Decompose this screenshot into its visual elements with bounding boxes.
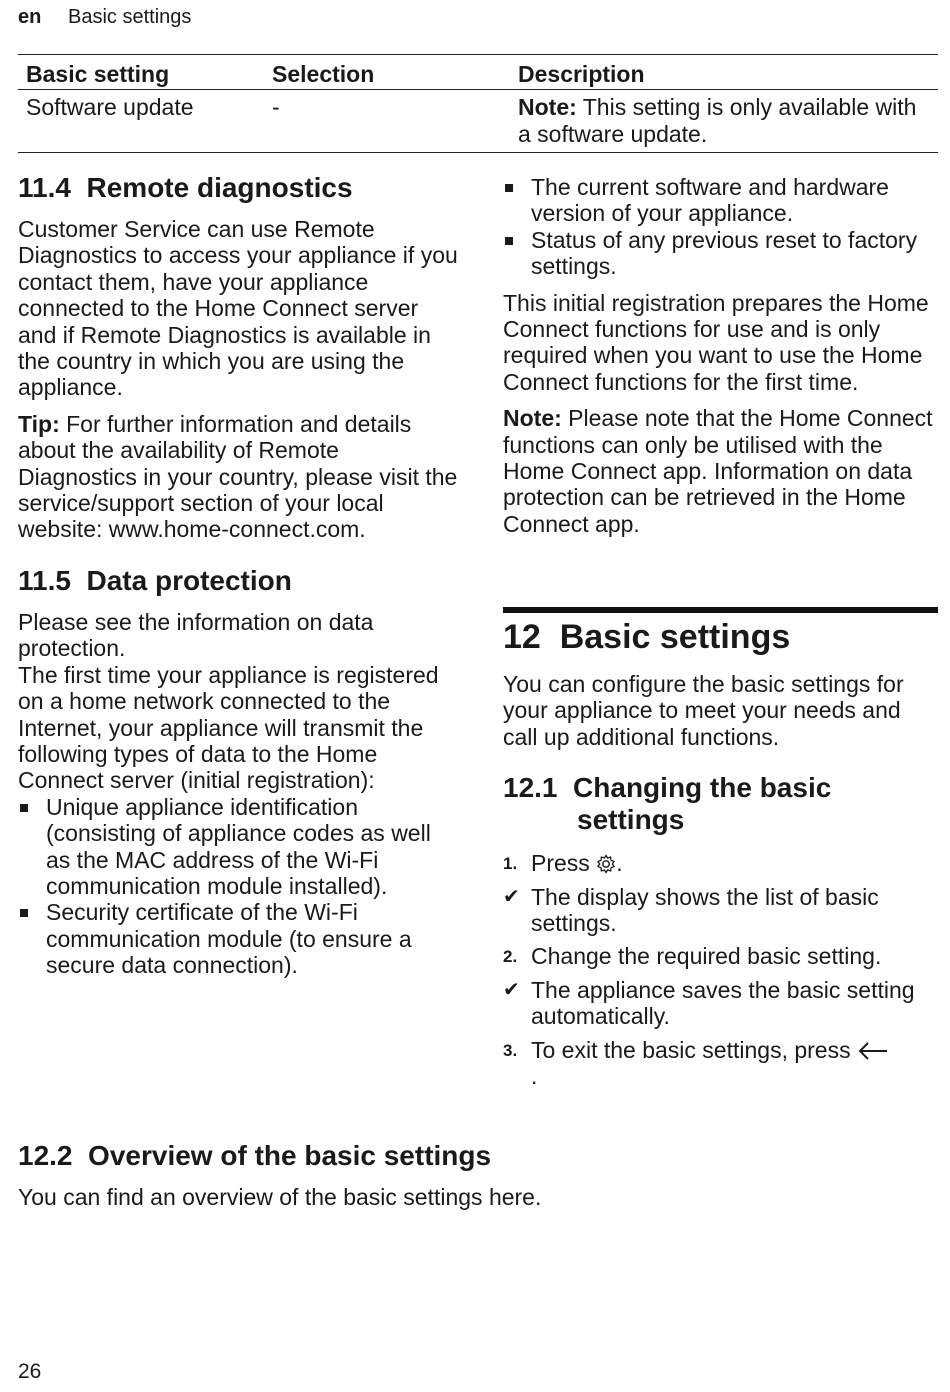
list-item: The current software and hardware version of your appliance. xyxy=(503,174,939,227)
step-result xyxy=(503,884,939,937)
right-column-bottom xyxy=(503,618,939,1096)
step-item xyxy=(503,943,939,969)
data-protection-note xyxy=(503,405,939,537)
overview-paragraph: You can find an overview of the basic settings here. xyxy=(18,1184,542,1210)
table-header-row xyxy=(18,55,938,90)
chapter-heading-basic-settings: 12 Basic settings xyxy=(503,618,791,656)
back-arrow-icon xyxy=(857,1041,889,1061)
data-protection-intro: Please see the information on data protection. xyxy=(18,608,374,662)
chapter-rule xyxy=(503,607,938,613)
column-header-selection: Selection xyxy=(264,55,510,90)
remote-diagnostics-paragraph: Customer Service can use Remote Diagnostics to access your appliance if you contact them, have your appliance connected to the Home Connect server and if Remote Diagnostics is available in the country in which you are using the appliance. xyxy=(18,216,458,401)
note-text: This setting is only available with a software update. xyxy=(518,94,917,147)
basic-settings-table xyxy=(18,54,938,153)
tip-label: Tip: xyxy=(18,410,60,437)
step-text: The appliance saves the basic setting automatically. xyxy=(531,976,915,1030)
tip-paragraph xyxy=(18,411,458,543)
transmitted-data-list-continued xyxy=(503,174,939,280)
step-text: Press xyxy=(531,850,597,877)
step-text: The display shows the list of basic settings. xyxy=(531,883,879,937)
list-item: Security certificate of the Wi-Fi communication module (to ensure a secure data connection). xyxy=(18,899,458,978)
section-heading-data-protection: 11.5 Data protection xyxy=(18,564,292,596)
column-header-description: Description xyxy=(510,55,938,90)
basic-settings-intro: You can configure the basic settings for your appliance to meet your needs and call up additional functions. xyxy=(503,671,904,750)
data-protection-registration: The first time your appliance is registered on a home network connected to the Internet, your appliance will transmit the following types of data to the Home Connect server (initial registration): xyxy=(18,661,439,794)
step-number: 2. xyxy=(503,947,518,967)
note-text: Please note that the Home Connect functions can only be utilised with the Home Connect app. Information on data protection can be retrieved in the Home Connect app. xyxy=(503,405,933,537)
tip-text: For further information and details about the availability of Remote Diagnostics in your country, please visit the service/support section of your local website: www.home-connect.com. xyxy=(18,410,458,543)
list-item: Status of any previous reset to factory settings. xyxy=(503,227,939,280)
check-icon: ✔ xyxy=(503,978,520,1001)
column-header-basic-setting: Basic setting xyxy=(18,55,264,90)
section-heading-changing-basic-settings: 12.1 Changing the basic settings xyxy=(503,772,840,836)
step-result xyxy=(503,977,939,1030)
note-label: Note: xyxy=(518,94,577,120)
page-number: 26 xyxy=(18,1360,42,1383)
step-text-end: . xyxy=(531,1063,538,1090)
running-header-title: Basic settings xyxy=(68,6,192,28)
overview-section xyxy=(18,1140,938,1210)
section-heading-overview: 12.2 Overview of the basic settings xyxy=(18,1140,492,1171)
step-number: 3. xyxy=(503,1040,518,1060)
right-column-top xyxy=(503,174,939,537)
gear-icon xyxy=(596,854,616,874)
list-item: Unique appliance identification (consisting of appliance codes as well as the MAC address of the Wi-Fi communication module installed). xyxy=(18,794,458,900)
section-heading-remote-diagnostics: 11.4 Remote diagnostics xyxy=(18,172,353,203)
left-column xyxy=(18,172,458,979)
step-item xyxy=(503,1037,939,1090)
step-text-end: . xyxy=(616,850,623,877)
initial-registration-paragraph: This initial registration prepares the Home Connect functions for use and is only required when you want to use the Home Connect functions for the first time. xyxy=(503,289,929,395)
table-row xyxy=(18,90,938,153)
cell-description xyxy=(510,90,938,153)
cell-setting: Software update xyxy=(26,94,194,120)
transmitted-data-list xyxy=(18,794,458,979)
step-text: To exit the basic settings, press xyxy=(531,1036,857,1063)
procedure-steps xyxy=(503,850,939,1089)
note-label: Note: xyxy=(503,405,562,432)
check-icon: ✔ xyxy=(503,885,520,908)
step-text: Change the required basic setting. xyxy=(531,943,882,970)
step-item xyxy=(503,850,939,876)
cell-selection: - xyxy=(272,94,280,120)
step-number: 1. xyxy=(503,854,518,874)
language-code: en xyxy=(18,6,42,28)
